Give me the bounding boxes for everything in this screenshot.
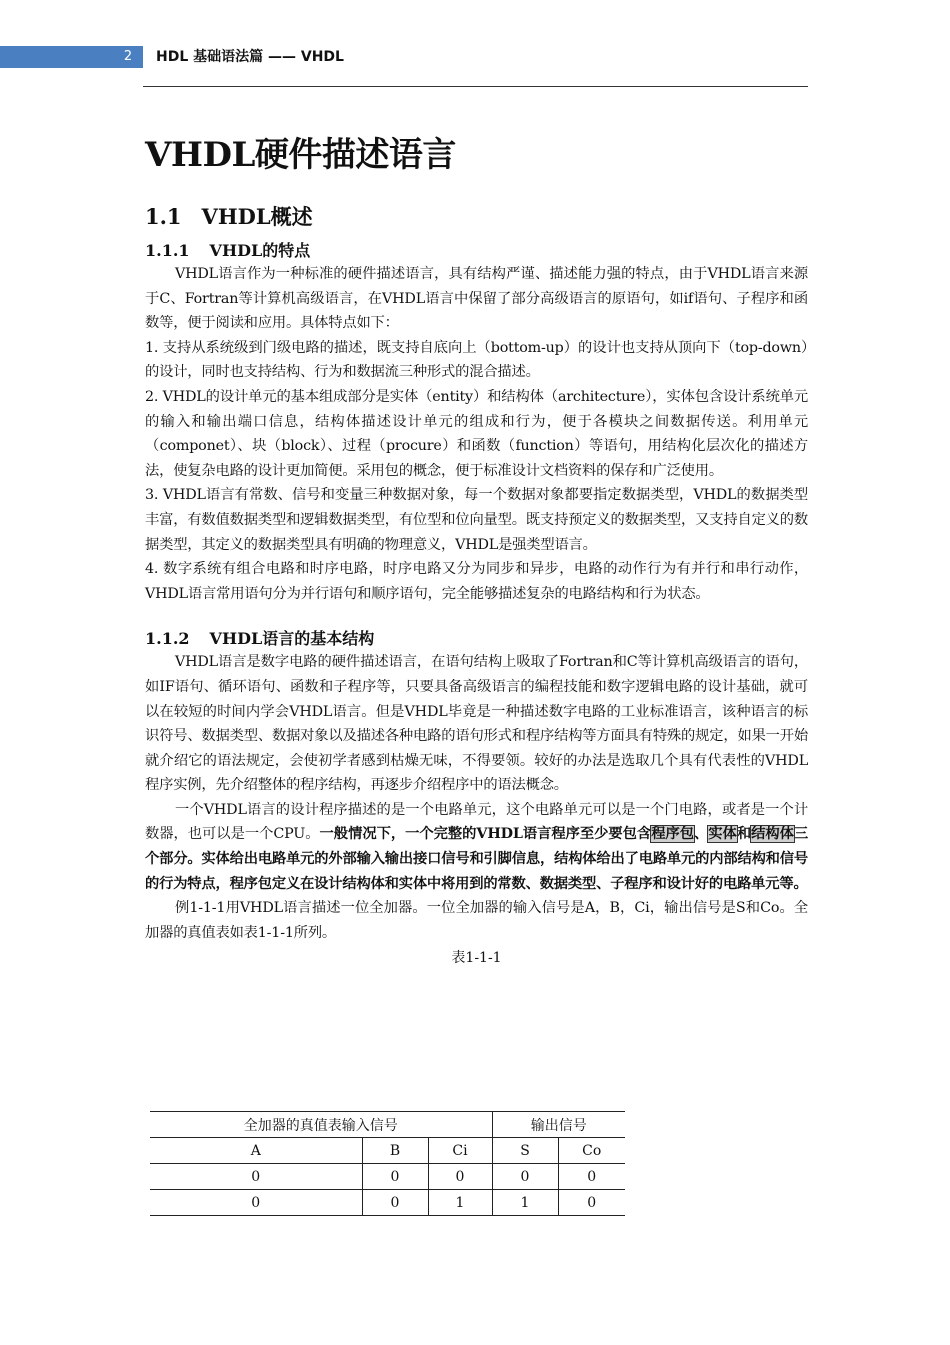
table-cell: 0: [362, 1164, 428, 1190]
separator-1: 、: [694, 826, 709, 843]
subsection-heading-structure: [145, 628, 808, 650]
feature-item-4: 4. 数字系统有组合电路和时序电路，时序电路又分为同步和异步，电路的动作行为有并行和串行动作，VHDL语言常用语句分为并行语句和顺序语句，完全能够描述复杂的电路结构和行为状态。: [145, 561, 808, 602]
table-cell: 0: [362, 1190, 428, 1216]
separator-2: 和: [736, 826, 752, 843]
subsection-number: 1.1.1: [145, 241, 190, 260]
table-group-header-row: [150, 1112, 625, 1138]
table-row: [150, 1190, 625, 1216]
section-title: VHDL概述: [201, 204, 313, 229]
page-number: 2: [123, 49, 133, 64]
table-cell: 0: [558, 1190, 625, 1216]
feature-item-3: 3. VHDL语言有常数、信号和变量三种数据对象，每一个数据对象都要指定数据类型，VHDL的数据类型丰富，有数值数据类型和逻辑数据类型，有位型和位向量型。既支持预定义的数据类型，又支持自定义的数据类型，其定义的数据类型具有明确的物理意义，VHDL是强类型语言。: [145, 487, 808, 553]
feature-item-2: 2. VHDL的设计单元的基本组成部分是实体（entity）和结构体（architecture），实体包含设计系统单元的输入和输出端口信息，结构体描述设计单元的组成和行为，便于各模块之间数据传送。利用单元（componet）、块（block）、过程（procure）和函数（function）等语句，用结构化层次化的描述方法，使复杂电路的设计更加简便。采用包的概念，便于标准设计文档资料的保存和广泛使用。: [145, 388, 808, 479]
column-header-b: B: [362, 1138, 428, 1164]
para2-bold-text-a: 一般情况下，一个完整的VHDL语言程序至少要包含: [319, 826, 652, 843]
subsection-heading-features: [145, 240, 808, 262]
column-header-co: Co: [558, 1138, 625, 1164]
running-header-title: HDL 基础语法篇 —— VHDL: [156, 49, 344, 65]
highlight-package: 程序包: [651, 826, 695, 843]
example-paragraph: 例1-1-1用VHDL语言描述一位全加器。一位全加器的输入信号是A，B，Ci，输出信号是S和Co。全加器的真值表如表1-1-1所列。: [145, 900, 808, 941]
column-header-s: S: [492, 1138, 558, 1164]
feature-item-1: 1. 支持从系统级到门级电路的描述，既支持自底向上（bottom-up）的设计也支持从顶向下（top-down）的设计，同时也支持结构、行为和数据流三种形式的混合描述。: [145, 339, 808, 381]
para2-bold-text-b: 三个部分。实体给出电路单元的外部输入输出接口信号和引脚信息，结构体给出了电路单元的内部结构和信号的行为特点，程序包定义在设计结构体和实体中将用到的常数、数据类型、子程序和设计好的电路单元等。: [145, 826, 808, 892]
table-cell: 1: [492, 1190, 558, 1216]
table-caption: 表1-1-1: [451, 950, 502, 967]
header-rule: [143, 86, 808, 87]
table-cell: 0: [150, 1164, 362, 1190]
table-cell: 0: [492, 1164, 558, 1190]
table-column-header-row: [150, 1138, 625, 1164]
features-intro-paragraph: VHDL语言作为一种标准的硬件描述语言，具有结构严谨、描述能力强的特点，由于VHDL语言来源于C、Fortran等计算机高级语言，在VHDL语言中保留了部分高级语言的原语句，如if语句、子程序和函数等，便于阅读和应用。具体特点如下：: [145, 266, 808, 332]
highlight-architecture: 结构体: [751, 826, 794, 843]
subsection-number: 1.1.2: [145, 629, 190, 649]
structure-paragraph-1: VHDL语言是数字电路的硬件描述语言，在语句结构上吸取了Fortran和C等计算机高级语言的语句，如IF语句、循环语句、函数和子程序等，只要具备高级语言的编程技能和数字逻辑电路的设计基础，就可以在较短的时间内学会VHDL语言。但是VHDL毕竟是一种描述数字电路的工业标准语言，该种语言的标识符号、数据类型、数据对象以及描述各种电路的语句形式和程序结构等方面具有特殊的规定，如果一开始就介绍它的语法规定，会使初学者感到枯燥无味，不得要领。较好的办法是选取几个具有代表性的VHDL程序实例，先介绍整体的程序结构，再逐步介绍程序中的语法概念。: [145, 654, 808, 794]
table-cell: 0: [428, 1164, 492, 1190]
column-header-ci: Ci: [428, 1138, 492, 1164]
section-heading: [145, 202, 808, 232]
truth-table: [150, 1111, 625, 1216]
subsection-title: VHDL语言的基本结构: [209, 629, 375, 649]
table-cell: 0: [558, 1164, 625, 1190]
structure-paragraph-2: [145, 798, 808, 896]
column-header-a: A: [150, 1138, 362, 1164]
chapter-title: VHDL硬件描述语言: [145, 135, 456, 175]
section-number: 1.1: [145, 204, 182, 229]
table-cell: 0: [150, 1190, 362, 1216]
output-group-header: 输出信号: [492, 1112, 625, 1138]
highlight-entity: 实体: [708, 826, 737, 843]
table-cell: 1: [428, 1190, 492, 1216]
subsection-title: VHDL的特点: [209, 241, 311, 260]
input-group-header: 全加器的真值表输入信号: [150, 1112, 492, 1138]
page-content: [145, 132, 808, 969]
table-row: [150, 1164, 625, 1190]
para2-plain-text: 一个VHDL语言的设计程序描述的是一个电路单元，这个电路单元可以是一个门电路，或者是一个计数器，也可以是一个CPU。: [145, 801, 808, 843]
